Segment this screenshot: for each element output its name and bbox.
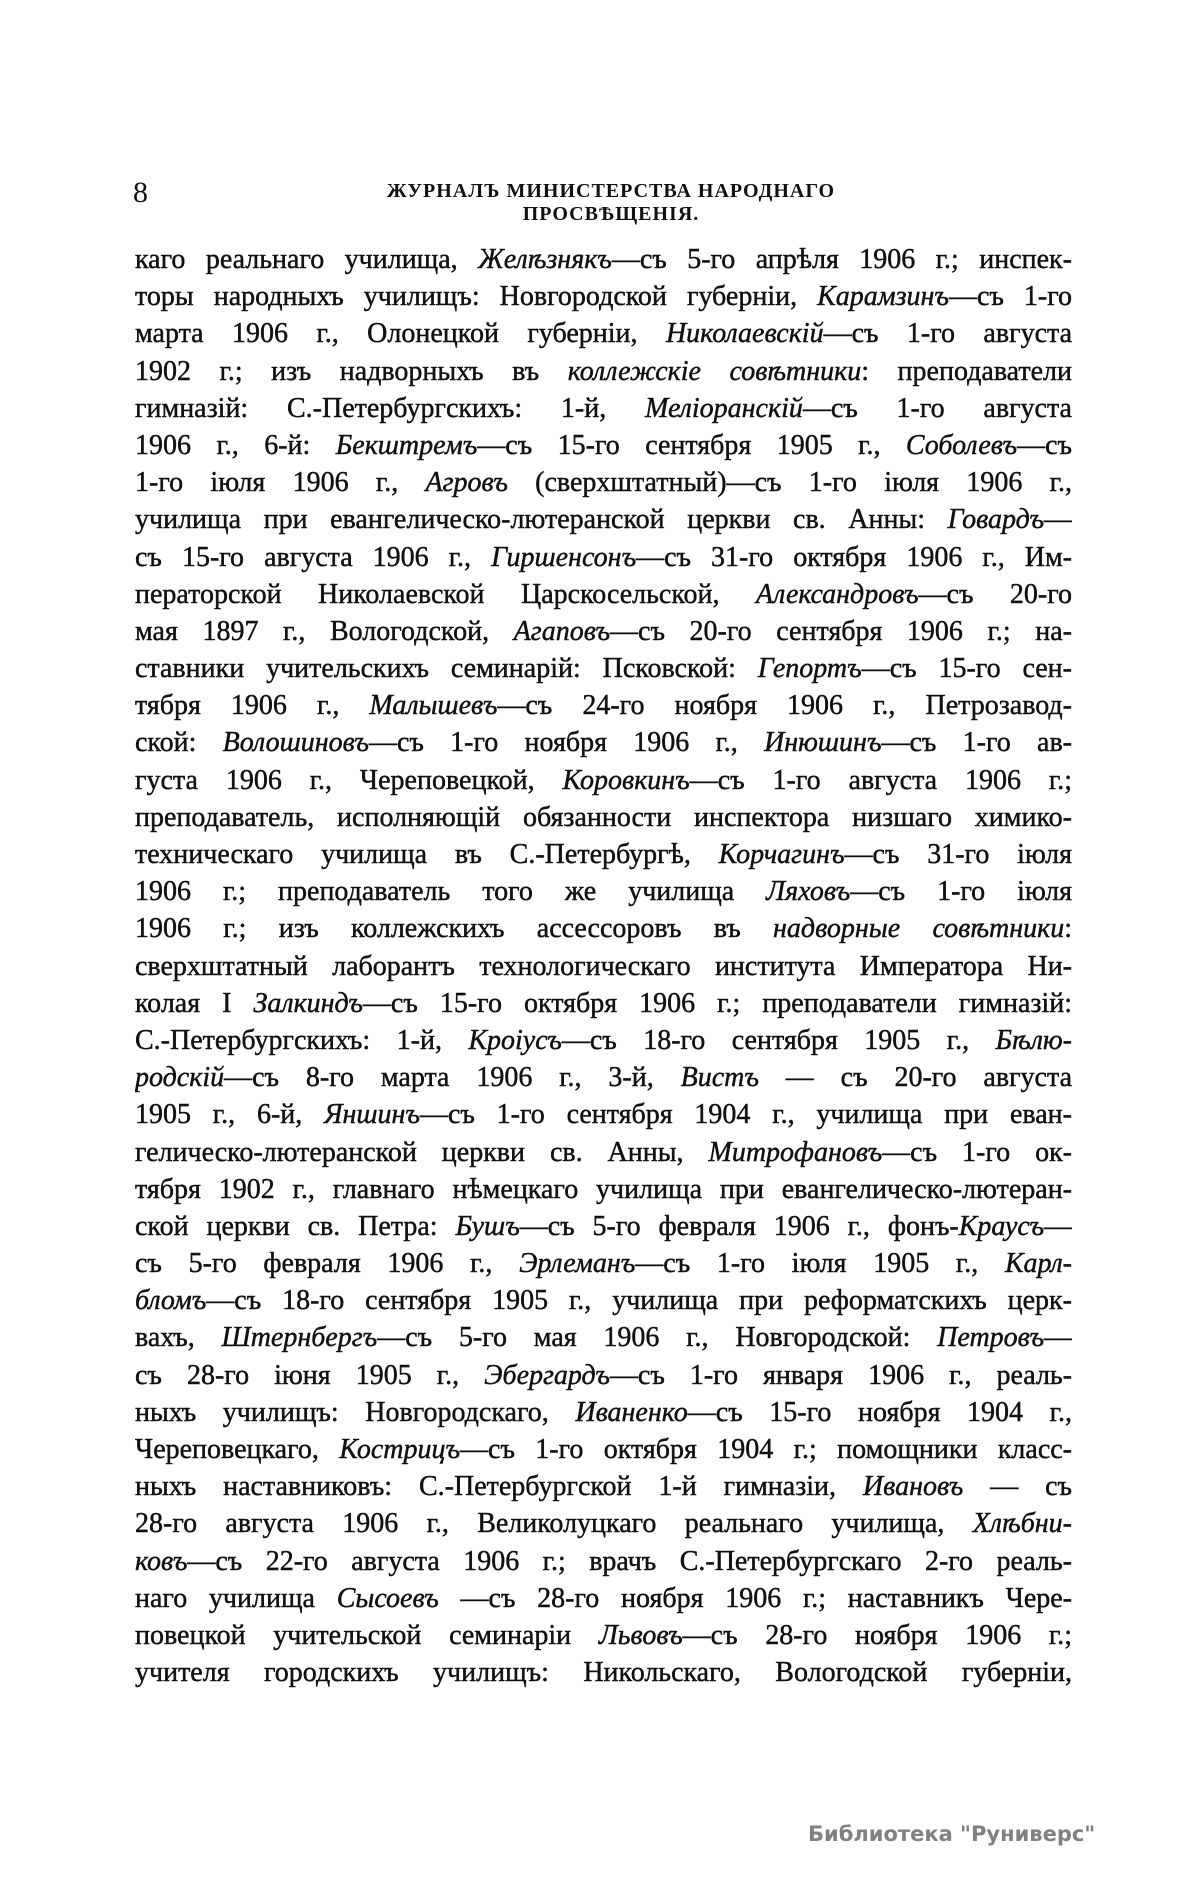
- text-run: ской церкви св. Петра:: [135, 1210, 456, 1242]
- text-line: [135, 1282, 1072, 1319]
- italic-name: Ивановъ: [862, 1471, 964, 1503]
- text-run: наго училища: [135, 1582, 337, 1614]
- text-run: гимназій: С.-Петербургскихъ: 1-й,: [135, 392, 646, 424]
- italic-name: Волошиновъ: [222, 727, 369, 759]
- text-run: —съ 20-го: [918, 578, 1072, 610]
- text-run: —съ 1-го августа: [823, 318, 1072, 350]
- text-run: —съ 1-го ав-: [881, 727, 1072, 759]
- text-run: ператорской Николаевской Царскосельской,: [135, 578, 756, 610]
- text-line: [135, 315, 1072, 352]
- text-line: [135, 1505, 1072, 1542]
- italic-name: Петровъ: [937, 1322, 1044, 1354]
- text-run: —съ 24-го ноября 1906 г., Петрозавод-: [497, 690, 1072, 722]
- italic-name: Желѣзнякъ: [478, 244, 612, 275]
- italic-name: Вистъ: [680, 1062, 759, 1094]
- text-line: [135, 613, 1072, 650]
- text-line: [135, 576, 1072, 613]
- italic-name: Штернбергъ: [221, 1322, 378, 1354]
- italic-name: Соболевъ: [905, 429, 1018, 461]
- text-line: [135, 1580, 1072, 1617]
- text-line: [135, 1245, 1072, 1282]
- text-run: повецкой учительской семинаріи: [135, 1619, 599, 1651]
- text-run: —съ 28-го ноября 1906 г.;: [682, 1619, 1072, 1651]
- italic-name: ковъ: [135, 1545, 188, 1577]
- text-run: тября 1906 г.,: [135, 690, 370, 722]
- text-run: :: [1064, 913, 1072, 945]
- italic-name: Бѣлю-: [995, 1024, 1072, 1056]
- text-run: учителя городскихъ училищъ: Никольскаго, Вологодской губерніи,: [135, 1657, 1072, 1689]
- text-run: —съ 5-го апрѣля 1906 г.; инспек-: [611, 244, 1072, 275]
- text-line: [135, 1394, 1072, 1431]
- text-line: [135, 1319, 1072, 1356]
- text-run: —съ 18-го сентября 1905 г.,: [561, 1024, 996, 1056]
- text-run: —съ 1-го ок-: [882, 1136, 1072, 1168]
- text-run: ской:: [135, 727, 223, 759]
- italic-name: Инюшинъ: [764, 727, 882, 759]
- text-run: Череповецкаго,: [135, 1434, 340, 1465]
- italic-name: Коровкинъ: [562, 764, 690, 796]
- text-run: 1906 г.; изъ коллежскихъ ассессоровъ въ: [135, 913, 774, 945]
- text-line: [135, 241, 1072, 278]
- text-run: густа 1906 г., Череповецкой,: [135, 764, 563, 796]
- text-line: [135, 724, 1072, 761]
- text-line: [135, 1208, 1072, 1245]
- text-run: съ 28-го іюня 1905 г.,: [135, 1359, 485, 1391]
- text-line: [135, 873, 1072, 910]
- text-run: 1906 г., 6-й:: [135, 429, 336, 461]
- text-line: [135, 353, 1072, 390]
- text-line: [135, 1357, 1072, 1394]
- text-line: [135, 501, 1072, 538]
- italic-name: Карл-: [1004, 1248, 1072, 1280]
- page-number: 8: [133, 176, 148, 209]
- italic-name: Малышевъ: [369, 690, 498, 722]
- italic-name: Кроіусъ: [468, 1024, 562, 1056]
- text-line: [135, 1654, 1072, 1691]
- text-run: —съ 1-го октября 1904 г.; помощники класс-: [460, 1434, 1072, 1465]
- italic-name: Корчагинъ: [718, 839, 845, 870]
- italic-name: Кострицъ: [339, 1434, 461, 1465]
- text-run: —съ 1-го ноября 1906 г.,: [368, 727, 765, 759]
- text-run: тября 1902 г., главнаго нѣмецкаго училища при евангелическо-лютеран-: [135, 1173, 1072, 1205]
- text-run: —: [1044, 504, 1072, 536]
- text-line: [135, 539, 1072, 576]
- text-run: —: [1044, 1210, 1072, 1242]
- italic-name: Говардъ: [947, 504, 1044, 536]
- text-line: [135, 985, 1072, 1022]
- text-line: [135, 948, 1072, 985]
- text-line: [135, 1617, 1072, 1654]
- text-run: —съ 1-го іюля: [850, 876, 1072, 908]
- text-run: — съ 20-го августа: [758, 1062, 1072, 1094]
- text-run: съ 5-го февраля 1906 г.,: [135, 1248, 520, 1280]
- text-run: —: [1044, 1322, 1072, 1354]
- text-run: —съ 15-го сен-: [861, 653, 1072, 685]
- italic-name: Митрофановъ: [708, 1136, 883, 1168]
- text-run: торы народныхъ училищъ: Новгородской губерніи,: [135, 281, 818, 313]
- italic-name: родскій: [135, 1062, 225, 1094]
- text-run: 1-го іюля 1906 г.,: [135, 467, 426, 499]
- running-title: ЖУРНАЛЪ МИНИСТЕРСТВА НАРОДНАГО ПРОСВѢЩЕНІЯ.: [386, 180, 836, 225]
- italic-name: Агаповъ: [513, 615, 611, 647]
- text-run: 1902 г.; изъ надворныхъ въ: [135, 355, 568, 387]
- italic-name: бломъ: [135, 1285, 207, 1317]
- italic-name: Гепортъ: [757, 653, 862, 685]
- text-run: —съ 1-го августа: [802, 392, 1072, 424]
- italic-name: Иваненко: [575, 1396, 688, 1428]
- italic-name: Александровъ: [755, 578, 919, 610]
- text-line: [135, 1431, 1072, 1468]
- italic-name: Карамзинъ: [817, 281, 949, 313]
- text-run: —съ 28-го ноября 1906 г.; наставникъ Чере-: [438, 1582, 1072, 1614]
- italic-name: Бушъ: [455, 1210, 520, 1242]
- text-line: [135, 1134, 1072, 1171]
- text-run: ныхъ наставниковъ: С.-Петербургской 1-й гимназіи,: [135, 1471, 863, 1503]
- library-watermark: Библиотека "Руниверс": [808, 1822, 1096, 1846]
- text-line: [135, 1022, 1072, 1059]
- text-run: —съ 15-го ноября 1904 г.,: [687, 1396, 1072, 1428]
- text-run: гелическо-лютеранской церкви св. Анны,: [135, 1136, 709, 1168]
- italic-name: Николаевскій: [665, 318, 824, 350]
- italic-name: Хлѣбни-: [972, 1508, 1072, 1540]
- text-run: —съ 31-го іюля: [844, 839, 1072, 870]
- text-line: [135, 1096, 1072, 1133]
- text-run: преподаватель, исполняющій обязанности инспектора низшаго химико-: [135, 801, 1072, 833]
- text-run: техническаго училища въ С.-Петербургѣ,: [135, 839, 719, 870]
- body-text: [135, 241, 1072, 1691]
- text-run: —съ 22-го августа 1906 г.; врачъ С.-Петербургскаго 2-го реаль-: [187, 1545, 1072, 1577]
- text-run: —съ 18-го сентября 1905 г., училища при реформатскихъ церк-: [206, 1285, 1072, 1317]
- italic-name: Эрлеманъ: [519, 1248, 636, 1280]
- text-line: [135, 278, 1072, 315]
- text-line: [135, 1171, 1072, 1208]
- text-run: колая I: [135, 987, 254, 1019]
- text-run: сверхштатный лаборантъ технологическаго института Императора Ни-: [135, 950, 1072, 982]
- text-run: ныхъ училищъ: Новгородскаго,: [135, 1396, 576, 1428]
- text-run: 1905 г., 6-й,: [135, 1099, 325, 1131]
- text-run: мая 1897 г., Вологодской,: [135, 615, 514, 647]
- text-run: 28-го августа 1906 г., Великолуцкаго реальнаго училища,: [135, 1508, 973, 1540]
- italic-name: Яншинъ: [324, 1099, 420, 1131]
- text-line: [135, 1543, 1072, 1580]
- text-line: [135, 1059, 1072, 1096]
- text-run: —съ 1-го сентября 1904 г., училища при еван-: [419, 1099, 1072, 1131]
- text-run: —съ: [1017, 429, 1072, 461]
- text-line: [135, 910, 1072, 947]
- text-line: [135, 427, 1072, 464]
- italic-name: Ляховъ: [766, 876, 851, 908]
- italic-name: Бекштремъ: [335, 429, 478, 461]
- italic-name: Сысоевъ: [336, 1582, 439, 1614]
- text-run: : преподаватели: [861, 355, 1072, 387]
- text-run: училища при евангелическо-лютеранской церкви св. Анны:: [135, 504, 948, 536]
- text-run: —съ 8-го марта 1906 г., 3-й,: [224, 1062, 681, 1094]
- text-run: —съ 15-го сентября 1905 г.,: [477, 429, 906, 461]
- text-line: [135, 836, 1072, 873]
- text-run: —съ 5-го февраля 1906 г., фонъ-: [519, 1210, 959, 1242]
- text-run: каго реальнаго училища,: [135, 244, 479, 275]
- italic-name: Залкиндъ: [253, 987, 363, 1019]
- text-run: марта 1906 г., Олонецкой губерніи,: [135, 318, 666, 350]
- text-line: [135, 1468, 1072, 1505]
- text-run: — съ: [963, 1471, 1072, 1503]
- italic-name: Эбергардъ: [484, 1359, 610, 1391]
- text-run: —съ 5-го мая 1906 г., Новгородской:: [377, 1322, 938, 1354]
- text-line: [135, 650, 1072, 687]
- text-run: 1906 г.; преподаватель того же училища: [135, 876, 767, 908]
- italic-name: Львовъ: [598, 1619, 683, 1651]
- text-run: С.-Петербургскихъ: 1-й,: [135, 1024, 469, 1056]
- italic-name: Гиршенсонъ: [491, 541, 637, 573]
- text-line: [135, 799, 1072, 836]
- text-run: съ 15-го августа 1906 г.,: [135, 541, 492, 573]
- text-run: —съ 31-го октября 1906 г., Им-: [636, 541, 1072, 573]
- text-run: вахъ,: [135, 1322, 222, 1354]
- italic-name: Агровъ: [425, 467, 508, 499]
- italic-name: коллежскіе совѣтники: [567, 355, 862, 387]
- text-line: [135, 390, 1072, 427]
- text-run: ставники учительскихъ семинарій: Псковской:: [135, 653, 758, 685]
- text-run: —съ 20-го сентября 1906 г.; на-: [610, 615, 1072, 647]
- italic-name: надворные совѣтники: [773, 913, 1065, 945]
- text-run: —съ 1-го августа 1906 г.;: [689, 764, 1072, 796]
- text-line: [135, 687, 1072, 724]
- text-run: —съ 1-го января 1906 г., реаль-: [609, 1359, 1072, 1391]
- text-run: —съ 15-го октября 1906 г.; преподаватели гимназій:: [362, 987, 1072, 1019]
- text-run: (сверхштатный)—съ 1-го іюля 1906 г.,: [507, 467, 1072, 499]
- italic-name: Краусъ: [958, 1210, 1045, 1242]
- text-run: —съ 1-го іюля 1905 г.,: [635, 1248, 1005, 1280]
- text-line: [135, 464, 1072, 501]
- italic-name: Меліоранскій: [645, 392, 803, 424]
- text-run: —съ 1-го: [948, 281, 1072, 313]
- text-line: [135, 762, 1072, 799]
